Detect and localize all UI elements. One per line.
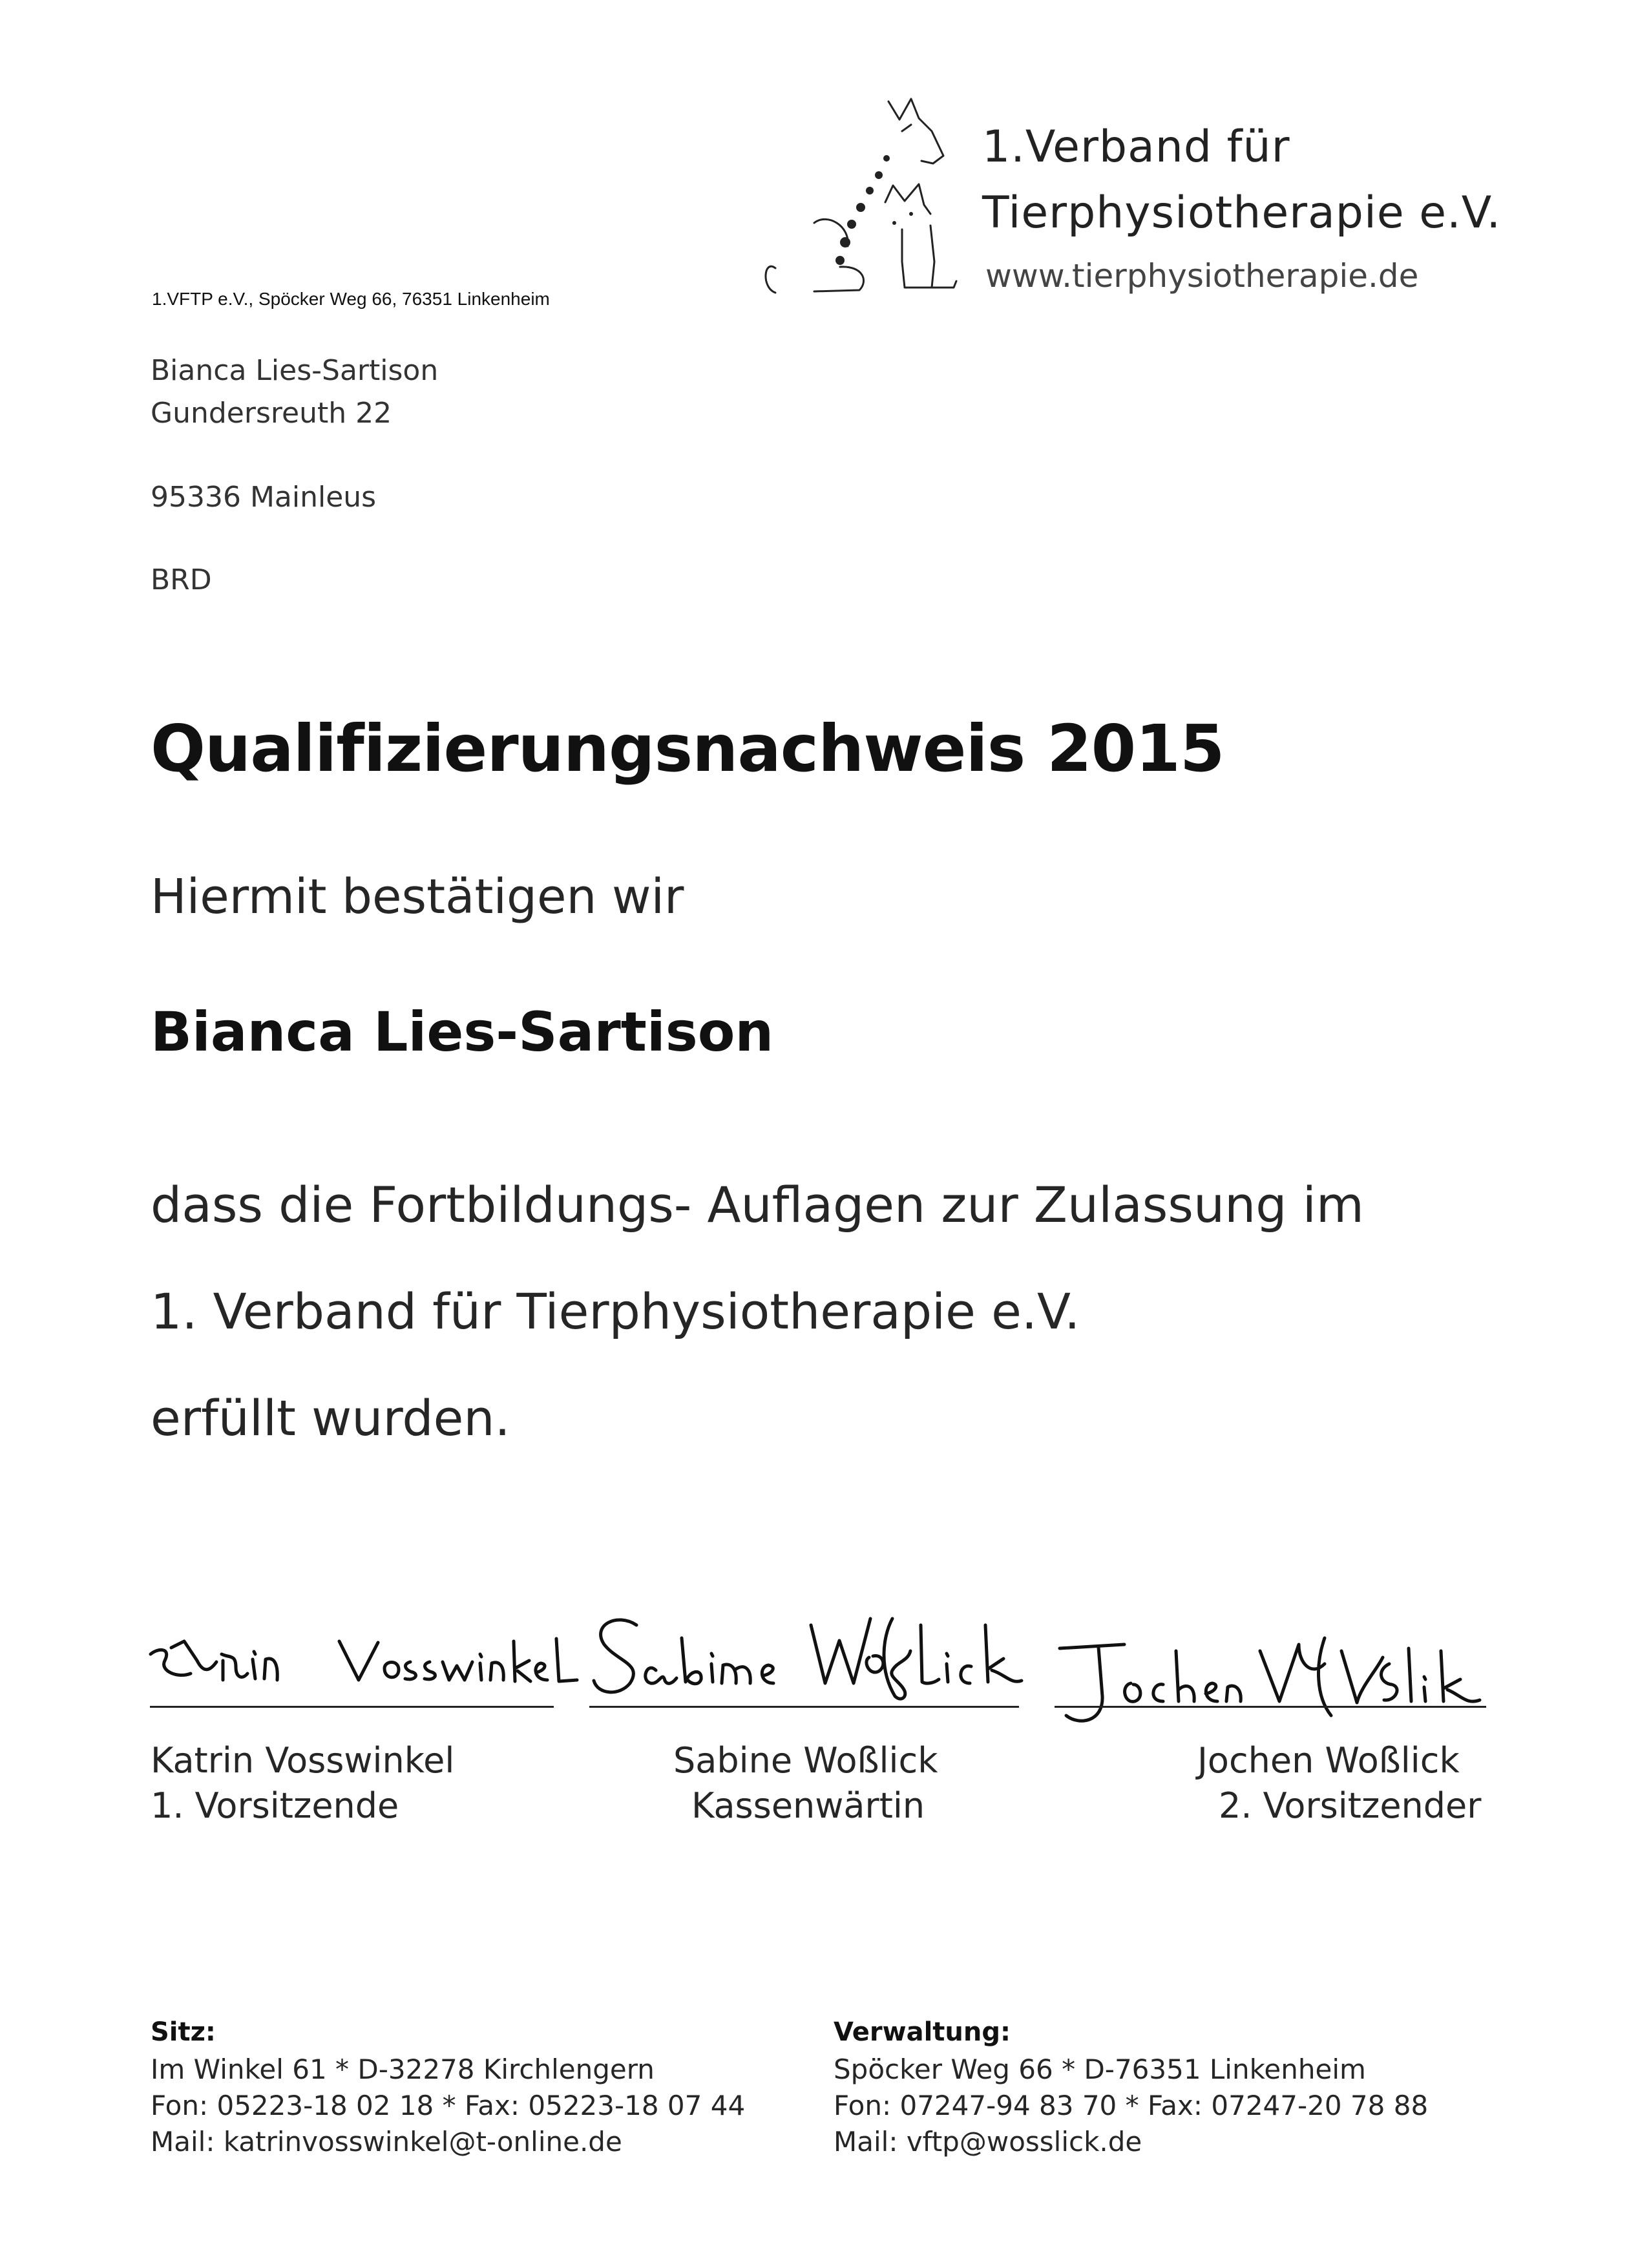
signer-2-role: Kassenwärtin: [691, 1785, 925, 1826]
org-website: www.tierphysiotherapie.de: [985, 257, 1419, 295]
recipient-city: 95336 Mainleus: [151, 481, 377, 514]
intro-text: Hiermit bestätigen wir: [151, 869, 684, 925]
signature-jochen-wosslick: [1053, 1625, 1486, 1732]
footer-seat-phone: Fon: 05223-18 02 18 * Fax: 05223-18 07 44: [151, 2090, 746, 2121]
org-name-line2: Tierphysiotherapie e.V.: [982, 187, 1502, 238]
body-line-1: dass die Fortbildungs- Auflagen zur Zulassung im: [151, 1176, 1364, 1234]
footer-seat-address: Im Winkel 61 * D-32278 Kirchlengern: [151, 2053, 655, 2085]
footer-admin-heading: Verwaltung:: [834, 2017, 1011, 2047]
footer-seat-mail: Mail: katrinvosswinkel@t-online.de: [151, 2126, 622, 2158]
signature-line-2: [589, 1706, 1019, 1708]
recipient-street: Gundersreuth 22: [151, 397, 392, 430]
signature-line-3: [1055, 1706, 1486, 1708]
signer-1-name: Katrin Vosswinkel: [151, 1740, 455, 1781]
recipient-country: BRD: [151, 563, 212, 596]
certified-person-name: Bianca Lies-Sartison: [151, 1000, 774, 1064]
recipient-name: Bianca Lies-Sartison: [151, 354, 439, 387]
signature-sabine-wosslick: [585, 1599, 1031, 1712]
signature-katrin-vosswinkel: [145, 1628, 585, 1712]
org-name-line1: 1.Verband für: [982, 121, 1290, 173]
page-title: Qualifizierungsnachweis 2015: [151, 711, 1224, 786]
dog-cat-logo-icon: [750, 94, 969, 317]
signer-3-name: Jochen Woßlick: [1197, 1740, 1460, 1781]
body-line-2: 1. Verband für Tierphysiotherapie e.V.: [151, 1283, 1080, 1340]
signer-1-role: 1. Vorsitzende: [151, 1785, 399, 1826]
footer-seat-heading: Sitz:: [151, 2017, 216, 2047]
signature-line-1: [150, 1706, 554, 1708]
footer-admin-phone: Fon: 07247-94 83 70 * Fax: 07247-20 78 88: [834, 2090, 1429, 2121]
signer-2-name: Sabine Woßlick: [673, 1740, 938, 1781]
footer-admin-address: Spöcker Weg 66 * D-76351 Linkenheim: [834, 2053, 1366, 2085]
body-line-3: erfüllt wurden.: [151, 1389, 510, 1447]
signer-3-role: 2. Vorsitzender: [1219, 1785, 1482, 1826]
sender-line: 1.VFTP e.V., Spöcker Weg 66, 76351 Linkenheim: [152, 289, 550, 309]
footer-admin-mail: Mail: vftp@wosslick.de: [834, 2126, 1142, 2158]
